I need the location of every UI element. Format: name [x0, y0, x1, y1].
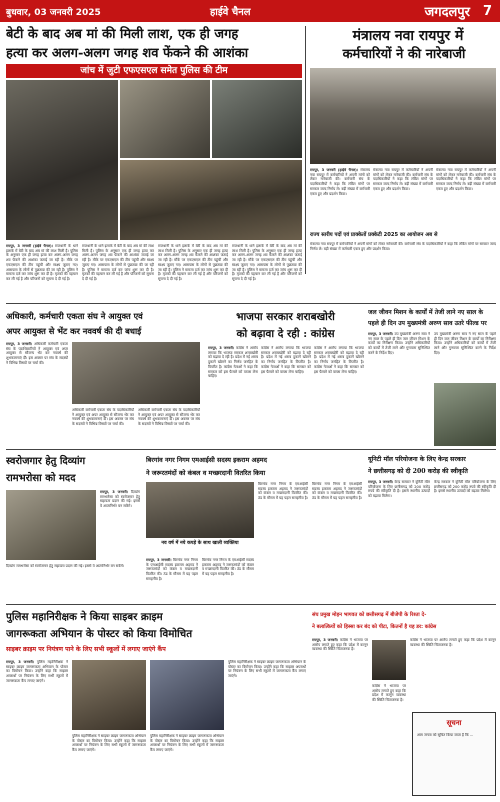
story2-body-col2 — [373, 168, 433, 226]
story9-body-text-2: पुलिस महानिरीक्षक ने साइबर क्राइम जागरूकता अभियान के पोस्टर का विमोचन किया। उन्होंने कहा कि साइबर अपराधों पर नियंत्रण के लिए सभी स्कूलों में जागरूकता कैंप लगाए जाएंगे। — [72, 734, 146, 753]
story3-body-text-3: अधिकारी कर्मचारी एकता संघ के पदाधिकारियों ने आयुक्त एवं अपर आयुक्त से सौजन्य भेंट कर नववर्ष की शुभकामनाएं दीं। इस अवसर पर संघ के सदस्यों ने विभिन्न विषयों पर चर्चा की। — [138, 408, 200, 427]
story5-headline-1: जल जीवन मिशन के कार्यों में तेजी लाने नए साल के — [368, 309, 484, 316]
story2-kicker-body — [310, 242, 496, 274]
story7-byline: रायपुर, 3 जनवरी। — [146, 558, 172, 562]
story1-body-col3 — [158, 244, 228, 300]
story10-body-col3 — [410, 638, 496, 708]
story4-body-text: कांग्रेस ने आरोप लगाया कि भाजपा सरकार शराबखोरी को बढ़ावा दे रही है। प्रदेश में नई शराब दुकानें खोलने का निर्णय जनहित के विपरीत है। कांग्रेस नेताओं ने कहा कि सरकार को इस फैसले को वापस लेना चाहिए। — [208, 346, 258, 379]
story9-body-text-4: पुलिस महानिरीक्षक ने साइबर क्राइम जागरूकता अभियान के पोस्टर का विमोचन किया। उन्होंने कहा कि साइबर अपराधों पर नियंत्रण के लिए सभी स्कूलों में जागरूकता कैंप लगाए जाएंगे। — [228, 660, 306, 679]
story2-kicker: राज्य स्तरीय पदों एवं प्राक्केतों प्रक्केटी 2025 का आयोजन अब से — [310, 232, 438, 238]
story1-headline-2: हत्या कर अलग-अलग जगह शव फेंकने की आशंका — [6, 46, 249, 61]
story5-body-text: उप मुख्यमंत्री अरुण साव ने नए साल के पहले ही दिन जल जीवन मिशन के कार्यों का निरीक्षण किया। उन्होंने अधिकारियों को कार्यों में तेजी लाने और गुणवत्ता सुनिश्चित करने के निर्देश दिए। — [368, 332, 430, 355]
story3-body-text-2: अधिकारी कर्मचारी एकता संघ के पदाधिकारियों ने आयुक्त एवं अपर आयुक्त से सौजन्य भेंट कर नववर्ष की शुभकामनाएं दीं। इस अवसर पर संघ के सदस्यों ने विभिन्न विषयों पर चर्चा की। — [72, 408, 134, 427]
story8-byline: रायपुर, 3 जनवरी। — [368, 480, 394, 484]
story2-body-text-3: मंत्रालय नवा रायपुर में कर्मचारियों ने अपनी मांगों को लेकर नारेबाजी की। कर्मचारी संघ के पदाधिकारियों ने कहा कि लंबित मांगों पर सरकार जल्द निर्णय ले। बड़ी संख्या में कर्मचारी एकत्र हुए और प्रदर्शन किया। — [436, 168, 496, 191]
page-number: 7 — [482, 3, 492, 19]
story9-headline-1: पुलिस महानिरीक्षक ने किया साइबर क्राइम — [6, 611, 163, 623]
story10-body-col2 — [372, 684, 406, 796]
story2-byline: रायपुर, 3 जनवरी (हाईवे चैनल)। — [310, 168, 359, 172]
story1-body-text-3: राजधानी के थाने इलाके में बेटी के बाद अब मां की लाश मिली है। पुलिस के अनुसार एक ही जगह हत्या कर अलग-अलग जगह शव फेंकने की आशंका जताई जा रही है। मौके पर एफएसएल की टीम पहुंची और साक्ष्य जुटाए गए। आसपास के लोगों से पूछताछ की जा रही है। पुलिस ने मामला दर्ज कर जांच शुरू कर दी है। मृतकों की पहचान कर ली गई है और परिजनों को सूचना दे दी गई है। — [158, 244, 228, 281]
story8-body-text-2: केन्द्र सरकार ने यूनिटी मॉल परियोजना के लिए छत्तीसगढ़ को 200 करोड़ रुपये की स्वीकृति दी है। इससे स्थानीय उत्पादों को बढ़ावा मिलेगा। — [434, 480, 496, 494]
story8-headline-2: ने छत्तीसगढ़ को दी 200 करोड़ की स्वीकृति — [368, 468, 468, 475]
story1-body-text-4: राजधानी के थाने इलाके में बेटी के बाद अब मां की लाश मिली है। पुलिस के अनुसार एक ही जगह हत्या कर अलग-अलग जगह शव फेंकने की आशंका जताई जा रही है। मौके पर एफएसएल की टीम पहुंची और साक्ष्य जुटाए गए। आसपास के लोगों से पूछताछ की जा रही है। पुलिस ने मामला दर्ज कर जांच शुरू कर दी है। मृतकों की पहचान कर ली गई है और परिजनों को सूचना दे दी गई है। — [232, 244, 302, 281]
story2-body-col1 — [310, 168, 370, 226]
story3-body-col3 — [138, 408, 200, 446]
story2-body-col3 — [436, 168, 496, 226]
story6-body-col2 — [6, 564, 140, 600]
story5-photo — [434, 383, 496, 446]
divider-horizontal-1 — [6, 303, 496, 304]
story7-body-col1 — [146, 558, 198, 600]
story4-byline: रायपुर, 3 जनवरी। — [208, 346, 235, 350]
story2-body-text: मंत्रालय नवा रायपुर में कर्मचारियों ने अपनी मांगों को लेकर नारेबाजी की। कर्मचारी संघ के पदाधिकारियों ने कहा कि लंबित मांगों पर सरकार जल्द निर्णय ले। बड़ी संख्या में कर्मचारी एकत्र हुए और प्रदर्शन किया। — [310, 168, 370, 196]
notice-box — [412, 712, 496, 796]
story2-headline-2: कर्मचारियों ने की नारेबाजी — [342, 47, 466, 62]
story9-body-text-3: पुलिस महानिरीक्षक ने साइबर क्राइम जागरूकता अभियान के पोस्टर का विमोचन किया। उन्होंने कहा कि साइबर अपराधों पर नियंत्रण के लिए सभी स्कूलों में जागरूकता कैंप लगाए जाएंगे। — [150, 734, 224, 753]
story7-body-col4 — [312, 482, 362, 600]
divider-horizontal-3 — [6, 604, 496, 605]
story7-body-text-3: बिरगांव नगर निगम के एमआईसी सदस्य इकराम अहमद ने जरूरतमंदों को कंबल व मच्छरदानी वितरित की। ठंड के मौसम में यह पहल सराहनीय है। — [258, 482, 308, 501]
story5-body-col1 — [368, 332, 430, 446]
story7-body-col3 — [258, 482, 308, 600]
story1-body-text: राजधानी के थाने इलाके में बेटी के बाद अब मां की लाश मिली है। पुलिस के अनुसार एक ही जगह हत्या कर अलग-अलग जगह शव फेंकने की आशंका जताई जा रही है। मौके पर एफएसएल की टीम पहुंची और साक्ष्य जुटाए गए। आसपास के लोगों से पूछताछ की जा रही है। पुलिस ने मामला दर्ज कर जांच शुरू कर दी है। मृतकों की पहचान कर ली गई है और परिजनों को सूचना दे दी गई है। — [6, 244, 78, 281]
story6-headline-1: स्वरोजगार हेतु दिव्यांग — [6, 456, 86, 467]
story6-photo — [6, 490, 96, 560]
story2-kicker-text: मंत्रालय नवा रायपुर में कर्मचारियों ने अपनी मांगों को लेकर नारेबाजी की। कर्मचारी संघ के पदाधिकारियों ने कहा कि लंबित मांगों पर सरकार जल्द निर्णय ले। बड़ी संख्या में कर्मचारी एकत्र हुए और प्रदर्शन किया। — [310, 242, 496, 251]
issue-date: बुधवार, 03 जनवरी 2025 — [6, 7, 101, 18]
story9-subhead: साइबर क्राइम पर नियंत्रण पाने के लिए सभी स्कूलों में लगाए जाएंगे कैंप — [6, 646, 166, 653]
divider-horizontal-2 — [6, 449, 496, 450]
story9-photo-1 — [72, 660, 146, 730]
story1-subhead: जांच में जुटी एफएसएल समेत पुलिस की टीम — [6, 64, 302, 78]
story4-body-text-2: कांग्रेस ने आरोप लगाया कि भाजपा सरकार शराबखोरी को बढ़ावा दे रही है। प्रदेश में नई शराब दुकानें खोलने का निर्णय जनहित के विपरीत है। कांग्रेस नेताओं ने कहा कि सरकार को इस फैसले को वापस लेना चाहिए। — [261, 346, 311, 374]
story10-headline-2: ने बलात्कियों को हिस्सा कर बंद को पीटा, कितनों है यह डर: कांग्रेस — [312, 624, 437, 630]
story6-headline-2: रामभरोसा को मदद — [6, 473, 76, 484]
story7-headline-2: ने जरूरतमंदों को कंबल व मच्छरदानी वितरित किया — [146, 469, 266, 477]
story6-body-text: दिव्यांग रामभरोसा को स्वरोजगार हेतु सहायता प्रदान की गई। इससे वे आत्मनिर्भर बन सकेंगे। — [100, 490, 140, 509]
story4-headline-2: को बढ़ावा दे रही : कांग्रेस — [236, 328, 335, 340]
story8-body-text: केन्द्र सरकार ने यूनिटी मॉल परियोजना के लिए छत्तीसगढ़ को 200 करोड़ रुपये की स्वीकृति दी है। इससे स्थानीय उत्पादों को बढ़ावा मिलेगा। — [368, 480, 430, 499]
story9-body-col2 — [72, 734, 146, 796]
story1-body-text-2: राजधानी के थाने इलाके में बेटी के बाद अब मां की लाश मिली है। पुलिस के अनुसार एक ही जगह हत्या कर अलग-अलग जगह शव फेंकने की आशंका जताई जा रही है। मौके पर एफएसएल की टीम पहुंची और साक्ष्य जुटाए गए। आसपास के लोगों से पूछताछ की जा रही है। पुलिस ने मामला दर्ज कर जांच शुरू कर दी है। मृतकों की पहचान कर ली गई है और परिजनों को सूचना दे दी गई है। — [82, 244, 154, 281]
story7-photo — [146, 482, 254, 538]
story1-headline-1: बेटी के बाद अब मां की मिली लाश, एक ही जगह — [6, 27, 239, 42]
story9-body-col1 — [6, 660, 68, 796]
story2-headline-1: मंत्रालय नवा रायपुर में — [352, 28, 464, 44]
story4-body-text-3: कांग्रेस ने आरोप लगाया कि भाजपा सरकार शराबखोरी को बढ़ावा दे रही है। प्रदेश में नई शराब दुकानें खोलने का निर्णय जनहित के विपरीत है। कांग्रेस नेताओं ने कहा कि सरकार को इस फैसले को वापस लेना चाहिए। — [314, 346, 364, 374]
notice-title: सूचना — [446, 719, 462, 727]
story10-body-text-3: कांग्रेस ने भाजपा पर आरोप लगाते हुए कहा कि प्रदेश में कानून व्यवस्था की स्थिति चिंताजनक है। — [410, 638, 496, 647]
story7-body-text-2: बिरगांव नगर निगम के एमआईसी सदस्य इकराम अहमद ने जरूरतमंदों को कंबल व मच्छरदानी वितरित की। ठंड के मौसम में यह पहल सराहनीय है। — [202, 558, 254, 577]
story10-body-text-2: कांग्रेस ने भाजपा पर आरोप लगाते हुए कहा कि प्रदेश में कानून व्यवस्था की स्थिति चिंताजनक है। — [372, 684, 406, 703]
edition-city: जगदलपुर — [424, 5, 470, 20]
story5-headline-2: पहले ही दिन उप मुख्यमंत्री अरुण साव उतरे फील्ड पर — [368, 320, 487, 327]
story5-body-col2 — [434, 332, 496, 380]
story1-photo-2 — [120, 80, 210, 158]
story1-photo-4 — [120, 160, 302, 240]
story1-body-col1 — [6, 244, 78, 300]
story9-photo-2 — [150, 660, 224, 730]
story3-headline-2: अपर आयुक्त से भेंट कर नववर्ष की दी बधाई — [6, 326, 142, 336]
story10-byline: रायपुर, 3 जनवरी। — [312, 638, 339, 642]
story3-body-col2 — [72, 408, 134, 446]
story7-body-col2 — [202, 558, 254, 600]
story7-caption: नव वर्ष में नये कपड़े के साथ खाली व्यक्तिया — [161, 541, 239, 546]
story8-body-col2 — [434, 480, 496, 600]
story9-body-col4 — [228, 660, 306, 796]
story6-byline: रायपुर, 3 जनवरी। — [100, 490, 129, 494]
story6-body-text-2: दिव्यांग रामभरोसा को स्वरोजगार हेतु सहायता प्रदान की गई। इससे वे आत्मनिर्भर बन सकेंगे। — [6, 564, 125, 568]
story3-body-text: अधिकारी कर्मचारी एकता संघ के पदाधिकारियों ने आयुक्त एवं अपर आयुक्त से सौजन्य भेंट कर नववर्ष की शुभकामनाएं दीं। इस अवसर पर संघ के सदस्यों ने विभिन्न विषयों पर चर्चा की। — [6, 342, 68, 365]
story10-photo — [372, 640, 406, 680]
story1-body-col4 — [232, 244, 302, 300]
story9-headline-2: जागरूकता अभियान के पोस्टर को किया विमोचित — [6, 628, 193, 640]
story10-body-text: कांग्रेस ने भाजपा पर आरोप लगाते हुए कहा कि प्रदेश में कानून व्यवस्था की स्थिति चिंताजनक है। — [312, 638, 368, 652]
story3-body-col1 — [6, 342, 68, 446]
divider-vertical-top — [305, 26, 306, 274]
story10-body-col1 — [312, 638, 368, 796]
story7-body-text-4: बिरगांव नगर निगम के एमआईसी सदस्य इकराम अहमद ने जरूरतमंदों को कंबल व मच्छरदानी वितरित की। ठंड के मौसम में यह पहल सराहनीय है। — [312, 482, 362, 501]
story7-headline-1: बिरगांव नगर निगम एमआईसी सदस्य इकराम अहमद — [146, 456, 267, 464]
story2-body-text-2: मंत्रालय नवा रायपुर में कर्मचारियों ने अपनी मांगों को लेकर नारेबाजी की। कर्मचारी संघ के पदाधिकारियों ने कहा कि लंबित मांगों पर सरकार जल्द निर्णय ले। बड़ी संख्या में कर्मचारी एकत्र हुए और प्रदर्शन किया। — [373, 168, 433, 191]
story9-body-col3 — [150, 734, 224, 796]
story7-body-text: बिरगांव नगर निगम के एमआईसी सदस्य इकराम अहमद ने जरूरतमंदों को कंबल व मच्छरदानी वितरित की। ठंड के मौसम में यह पहल सराहनीय है। — [146, 558, 198, 581]
story9-body-text: पुलिस महानिरीक्षक ने साइबर क्राइम जागरूकता अभियान के पोस्टर का विमोचन किया। उन्होंने कहा कि साइबर अपराधों पर नियंत्रण के लिए सभी स्कूलों में जागरूकता कैंप लगाए जाएंगे। — [6, 660, 68, 683]
story3-byline: रायपुर, 3 जनवरी। — [6, 342, 33, 346]
masthead — [0, 0, 500, 22]
story4-body-col2 — [261, 346, 311, 446]
story1-photo-main — [6, 80, 118, 240]
story4-headline-1: भाजपा सरकार शराबखोरी — [236, 311, 335, 323]
story6-body-col1 — [100, 490, 140, 560]
story4-body-col1 — [208, 346, 258, 446]
story1-photo-3 — [212, 80, 302, 158]
story5-body-text-2: उप मुख्यमंत्री अरुण साव ने नए साल के पहले ही दिन जल जीवन मिशन के कार्यों का निरीक्षण किया। उन्होंने अधिकारियों को कार्यों में तेजी लाने और गुणवत्ता सुनिश्चित करने के निर्देश दिए। — [434, 332, 496, 355]
story1-byline: रायपुर, 3 जनवरी (हाईवे चैनल)। — [6, 244, 54, 248]
story4-body-col3 — [314, 346, 364, 446]
story3-photo — [72, 342, 200, 404]
story3-headline-1: अधिकारी, कर्मचारी एकता संघ ने आयुक्त एवं — [6, 311, 143, 321]
story5-byline: रायपुर, 3 जनवरी। — [368, 332, 394, 336]
story9-byline: रायपुर, 3 जनवरी। — [6, 660, 35, 664]
story1-body-col2 — [82, 244, 154, 300]
story8-body-col1 — [368, 480, 430, 600]
story2-photo — [310, 68, 496, 164]
story10-headline-1: संघ प्रमुख मोहन भागवत को छत्तीसगढ़ में बीजेपी के रिश्ता दे- — [312, 612, 427, 618]
notice-body: आम जनता को सूचित किया जाता है कि ... — [417, 733, 474, 737]
story8-headline-1: यूनिटी मॉल परियोजना के लिए केन्द्र सरकार — [368, 456, 466, 463]
paper-name: हाईवे चैनल — [210, 7, 251, 18]
